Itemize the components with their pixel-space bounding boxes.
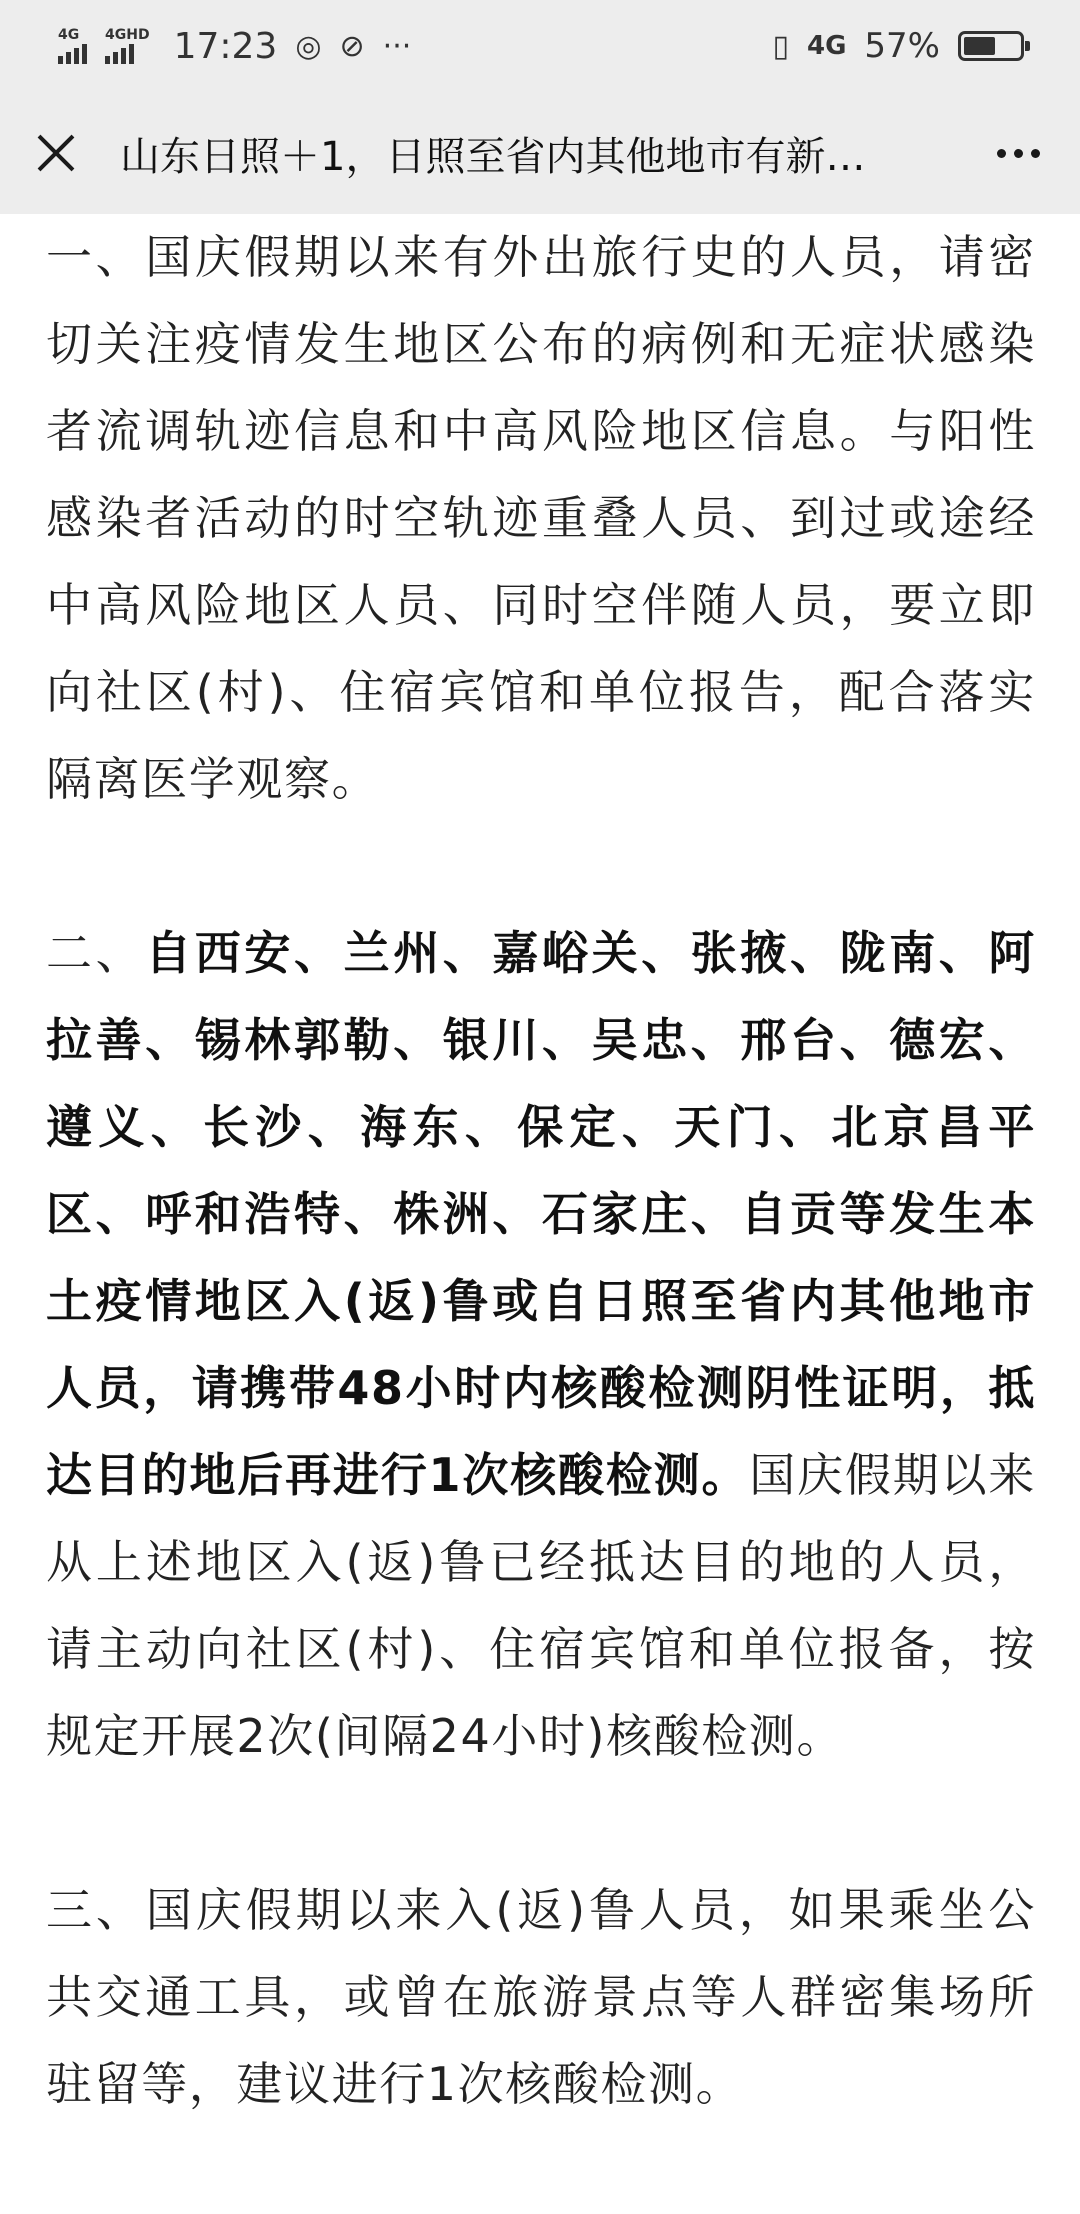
nav-bar bbox=[0, 92, 1080, 214]
battery-icon bbox=[958, 31, 1024, 61]
network-type-right: 4G bbox=[806, 31, 847, 61]
status-time: 17:23 bbox=[173, 25, 278, 67]
network-type-1: 4G bbox=[58, 27, 80, 43]
battery-percent: 57% bbox=[864, 26, 940, 66]
close-icon[interactable] bbox=[34, 131, 78, 175]
paragraph-2-rest: 国庆假期以来从上述地区入(返)鲁已经抵达目的地的人员，请主动向社区(村)、住宿宾馆和单位报备，按规定开展2次(间隔24小时)核酸检测。 bbox=[46, 1448, 1036, 1763]
status-bar bbox=[0, 0, 1080, 92]
vibrate-icon: ▯ bbox=[772, 28, 789, 64]
network-type-2: 4GHD bbox=[105, 27, 150, 43]
paragraph-2-prefix: 二、 bbox=[46, 926, 146, 980]
page-title: 山东日照＋1，日照至省内其他地市有新… bbox=[120, 133, 866, 180]
signal-icon-sim1 bbox=[58, 28, 87, 64]
paragraph-1: 一、国庆假期以来有外出旅行史的人员，请密切关注疫情发生地区公布的病例和无症状感染者流调轨迹信息和中高风险地区信息。与阳性感染者活动的时空轨迹重叠人员、到过或途经中高风险地区人员、同时空伴随人员，要立即向社区(村)、住宿宾馆和单位报告，配合落实隔离医学观察。 bbox=[46, 230, 1036, 806]
paragraph-2 bbox=[46, 910, 1036, 1780]
status-left bbox=[58, 26, 411, 67]
signal-icon-sim2 bbox=[105, 28, 150, 64]
more-options-icon[interactable] bbox=[997, 149, 1040, 158]
paragraph-3: 三、国庆假期以来入(返)鲁人员，如果乘坐公共交通工具，或曾在旅游景点等人群密集场所驻留等，建议进行1次核酸检测。 bbox=[46, 1883, 1036, 2111]
more-notifications-icon: ··· bbox=[382, 28, 412, 64]
no-disturb-icon: ⊘ bbox=[339, 28, 365, 64]
app-notification-icon: ◎ bbox=[295, 28, 322, 64]
article-body bbox=[46, 214, 1036, 2128]
status-right bbox=[772, 26, 1024, 66]
battery-level bbox=[964, 37, 995, 55]
paragraph-2-bold: 自西安、兰州、嘉峪关、张掖、陇南、阿拉善、锡林郭勒、银川、吴忠、邢台、德宏、遵义、长沙、海东、保定、天门、北京昌平区、呼和浩特、株洲、石家庄、自贡等发生本土疫情地区入(返)鲁或自日照至省内其他地市人员，请携带48小时内核酸检测阴性证明，抵达目的地后再进行1次核酸检测。 bbox=[46, 926, 1036, 1502]
